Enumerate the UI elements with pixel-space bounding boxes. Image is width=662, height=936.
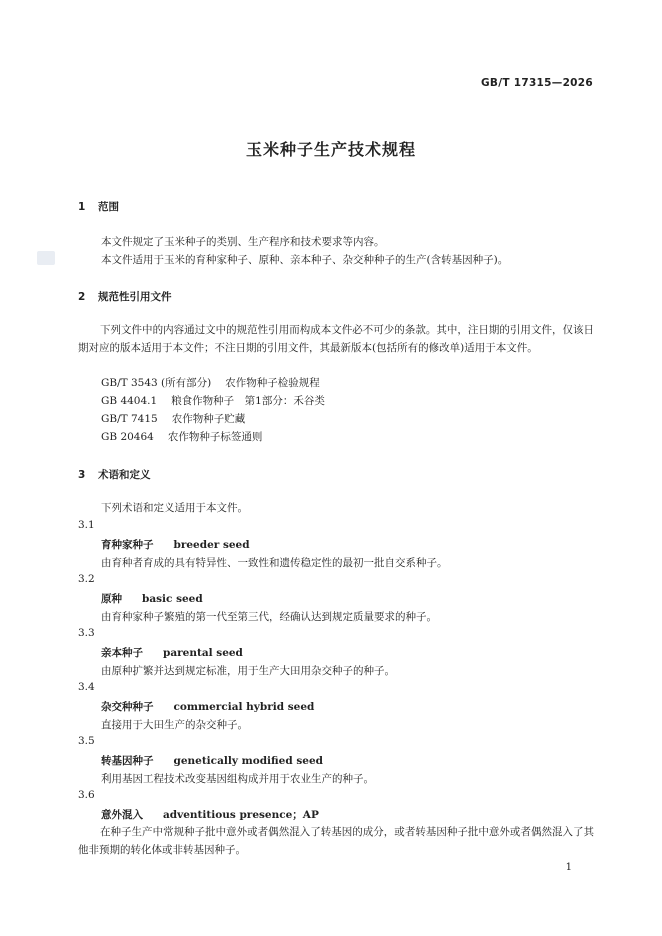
- term-chinese: 杂交种种子: [101, 701, 154, 713]
- term-heading: [101, 699, 314, 714]
- watermark-badge: [37, 251, 55, 265]
- term-english: breeder seed: [173, 539, 250, 551]
- reference-code: GB 4404.1: [101, 395, 158, 407]
- section-title: 范围: [98, 201, 119, 213]
- terms-intro: 下列术语和定义适用于本文件。: [101, 502, 248, 514]
- term-number: 3.3: [78, 627, 95, 639]
- section-heading-terms: [78, 467, 151, 482]
- term-definition: 由原种扩繁并达到规定标准，用于生产大田用杂交种子的种子。: [101, 665, 395, 677]
- term-heading: [101, 645, 243, 660]
- section-heading-normative: [78, 289, 172, 304]
- term-chinese: 原种: [101, 593, 122, 605]
- section-title: 术语和定义: [98, 469, 151, 481]
- term-definition: 由育种者育成的具有特异性、一致性和遗传稳定性的最初一批自交系种子。: [101, 557, 448, 569]
- term-heading: [101, 807, 319, 822]
- term-number: 3.1: [78, 519, 95, 531]
- reference-code: GB/T 3543 (所有部分): [101, 377, 212, 389]
- reference-item: [101, 375, 320, 390]
- term-heading: [101, 537, 250, 552]
- reference-title: 农作物种子贮藏: [171, 413, 246, 425]
- term-chinese: 意外混入: [101, 809, 143, 821]
- reference-code: GB 20464: [101, 431, 154, 443]
- reference-item: [101, 393, 325, 408]
- standard-code: GB/T 17315—2026: [480, 77, 593, 89]
- section-number: 1: [78, 201, 86, 213]
- normative-intro: [78, 321, 594, 357]
- section-number: 2: [78, 291, 86, 303]
- section-title: 规范性引用文件: [98, 291, 172, 303]
- page-number: 1: [565, 862, 572, 873]
- section-number: 3: [78, 469, 86, 481]
- reference-item: [101, 429, 262, 444]
- term-definition: 利用基因工程技术改变基因组构成并用于农业生产的种子。: [101, 773, 374, 785]
- term-definition: 由育种家种子繁殖的第一代至第三代，经确认达到规定质量要求的种子。: [101, 611, 437, 623]
- term-number: 3.2: [78, 573, 95, 585]
- section-heading-scope: [78, 199, 119, 214]
- document-title: 玉米种子生产技术规程: [245, 140, 416, 159]
- scope-paragraph-1: 本文件规定了玉米种子的类别、生产程序和技术要求等内容。: [101, 236, 385, 248]
- term-english: commercial hybrid seed: [173, 701, 315, 713]
- reference-title: 农作物种子标签通则: [167, 431, 263, 443]
- term-english: genetically modified seed: [173, 755, 323, 767]
- term-english: adventitious presence；AP: [163, 809, 319, 821]
- term-heading: [101, 753, 323, 768]
- term-heading: [101, 591, 203, 606]
- term-chinese: 育种家种子: [101, 539, 154, 551]
- reference-title: 粮食作物种子 第1部分：禾谷类: [171, 395, 325, 407]
- reference-code: GB/T 7415: [101, 413, 158, 425]
- term-english: parental seed: [163, 647, 243, 659]
- scope-paragraph-2: 本文件适用于玉米的育种家种子、原种、亲本种子、杂交种种子的生产(含转基因种子)。: [101, 254, 509, 266]
- term-chinese: 转基因种子: [101, 755, 154, 767]
- reference-title: 农作物种子检验规程: [225, 377, 320, 389]
- term-chinese: 亲本种子: [101, 647, 143, 659]
- term-definition: 直接用于大田生产的杂交种子。: [101, 719, 248, 731]
- term-definition-text: 在种子生产中常规种子批中意外或者偶然混入了转基因的成分，或者转基因种子批中意外或者偶然混入了其他非预期的转化体或非转基因种子。: [78, 826, 594, 856]
- normative-intro-text: 下列文件中的内容通过文中的规范性引用而构成本文件必不可少的条款。其中，注日期的引用文件，仅该日期对应的版本适用于本文件；不注日期的引用文件，其最新版本(包括所有的修改单)适用于本文件。: [78, 324, 594, 354]
- term-number: 3.6: [78, 789, 95, 801]
- reference-item: [101, 411, 245, 426]
- term-number: 3.5: [78, 735, 95, 747]
- term-number: 3.4: [78, 681, 95, 693]
- term-definition: [78, 823, 594, 859]
- term-english: basic seed: [142, 593, 203, 605]
